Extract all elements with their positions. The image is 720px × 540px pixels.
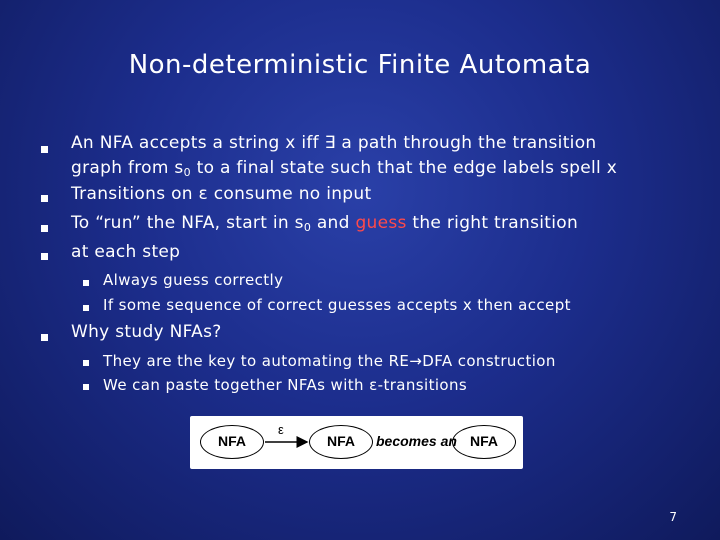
nfa-node-1: NFA <box>200 425 264 459</box>
subbullet-marker <box>83 305 89 311</box>
slide-title: Non-deterministic Finite Automata <box>128 50 592 80</box>
bullet-2-text: Transitions on ε consume no input <box>71 184 372 204</box>
subbullet-marker <box>83 360 89 366</box>
epsilon-label: ε <box>278 422 284 437</box>
bullet-marker <box>41 225 48 232</box>
subbullet-text: Always guess correctly <box>103 271 284 289</box>
nfa-node-3: NFA <box>452 425 516 459</box>
bullet-marker <box>41 334 48 341</box>
bullet-1-line-2: graph from $s_0$ to a final state such that the edge labels spell x <box>71 158 618 179</box>
subbullet-text: We can paste together NFAs with ε-transitions <box>103 376 468 394</box>
bullet-marker <box>41 146 48 153</box>
exists-symbol: ∃ <box>324 133 336 153</box>
subbullet-text: If some sequence of correct guesses accepts x then accept <box>103 296 571 314</box>
page-number: 7 <box>669 510 677 524</box>
subbullet-marker <box>83 384 89 390</box>
bullet-3-line-2: at each step <box>71 242 181 262</box>
nfa-node-2: NFA <box>309 425 373 459</box>
subbullet-text: They are the key to automating the RE→DFA construction <box>103 352 556 370</box>
bullet-marker <box>41 253 48 260</box>
bullet-3-line-1: To “run” the NFA, start in $s_0$ and guess the right transition <box>71 213 579 234</box>
becomes-an-text: becomes an <box>376 433 457 449</box>
bullet-1-line-1: An NFA accepts a string x iff ∃ a path through the transition <box>71 133 597 153</box>
bullet-marker <box>41 195 48 202</box>
subbullet-marker <box>83 280 89 286</box>
guess-highlight: guess <box>355 213 407 233</box>
nfa-concatenation-diagram <box>190 416 523 469</box>
bullet-4-text: Why study NFAs? <box>71 322 222 342</box>
